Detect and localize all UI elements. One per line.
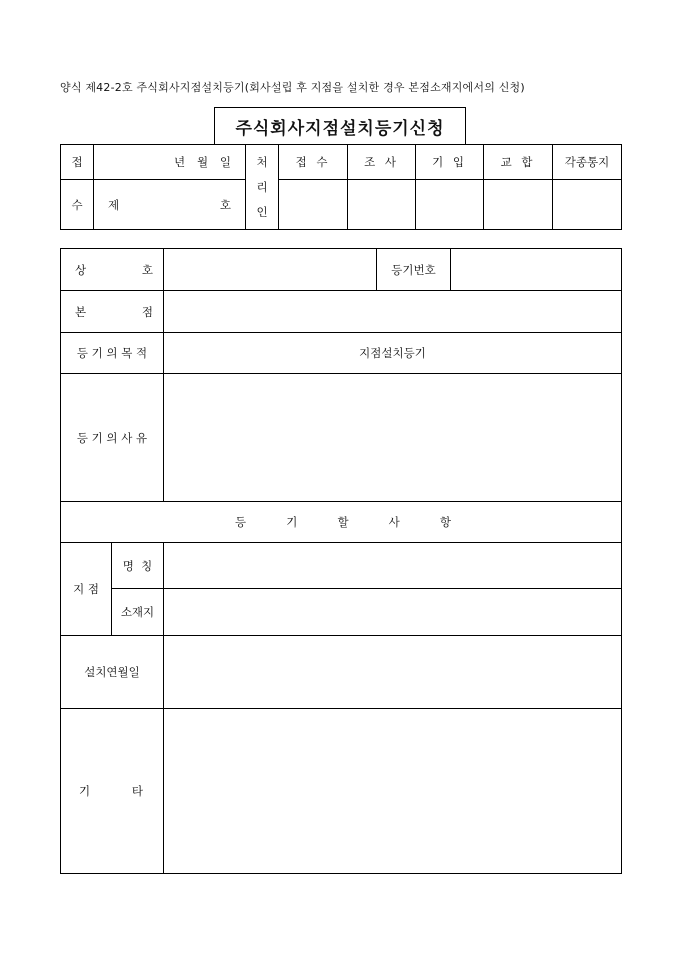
form-reference: 양식 제42-2호 주식회사지점설치등기(회사설립 후 지점을 설치한 경우 본점소재지에서의 신청) [60,81,525,94]
number-prefix: 제 [108,197,120,212]
reason-label: 등 기 의 사 유 [61,374,164,502]
purpose-value: 지점설치등기 [164,333,622,374]
branch-location-field[interactable] [164,589,622,636]
receipt-date-cell[interactable] [94,145,246,180]
trade-name-label [61,249,164,291]
head-office-field[interactable] [164,291,622,333]
matters-char-3: 할 [337,515,349,529]
head-office-label [61,291,164,333]
handler-char-3: 인 [256,205,268,220]
other-char-2: 타 [131,784,143,798]
head-office-char-2: 점 [141,304,153,319]
branch-name-field[interactable] [164,543,622,589]
col-header-notifications: 각종통지 [553,145,622,180]
established-date-label: 설치연월일 [61,636,164,709]
page-title: 주식회사지점설치등기신청 [214,107,466,145]
other-label [61,709,164,874]
established-date-field[interactable] [164,636,622,709]
matters-char-1: 등 [235,515,247,529]
col-header-investigation: 조 사 [348,145,416,180]
matters-header [61,502,622,543]
day-label: 일 [219,155,231,169]
handler-char-2: 리 [256,179,268,194]
application-table [60,248,622,874]
reg-number-field[interactable] [451,249,622,291]
stamp-cell-notifications[interactable] [553,180,622,230]
other-char-1: 기 [79,784,91,798]
branch-name-label: 명 칭 [112,543,164,589]
head-office-char-1: 본 [75,304,87,319]
number-suffix: 호 [219,197,231,212]
receipt-number-cell[interactable] [94,180,246,230]
handler-char-1: 처 [256,154,268,169]
trade-name-char-2: 호 [141,262,153,277]
col-header-receipt: 접 수 [279,145,348,180]
receipt-label-top: 접 [61,145,94,180]
trade-name-field[interactable] [164,249,377,291]
matters-char-5: 항 [439,515,451,529]
purpose-label: 등 기 의 목 적 [61,333,164,374]
trade-name-char-1: 상 [75,262,87,277]
month-label: 월 [196,155,209,169]
receipt-table [60,144,622,230]
branch-label: 지 점 [61,543,112,636]
stamp-cell-verification[interactable] [484,180,553,230]
matters-char-2: 기 [286,515,298,529]
col-header-verification: 교 합 [484,145,553,180]
stamp-cell-investigation[interactable] [348,180,416,230]
matters-char-4: 사 [388,515,400,529]
branch-location-label: 소재지 [112,589,164,636]
receipt-label-bottom: 수 [61,180,94,230]
other-field[interactable] [164,709,622,874]
stamp-cell-receipt[interactable] [279,180,348,230]
handler-label [246,145,279,230]
year-label: 년 [174,155,186,169]
col-header-entry: 기 입 [416,145,484,180]
reason-field[interactable] [164,374,622,502]
reg-number-label: 등기번호 [377,249,451,291]
stamp-cell-entry[interactable] [416,180,484,230]
